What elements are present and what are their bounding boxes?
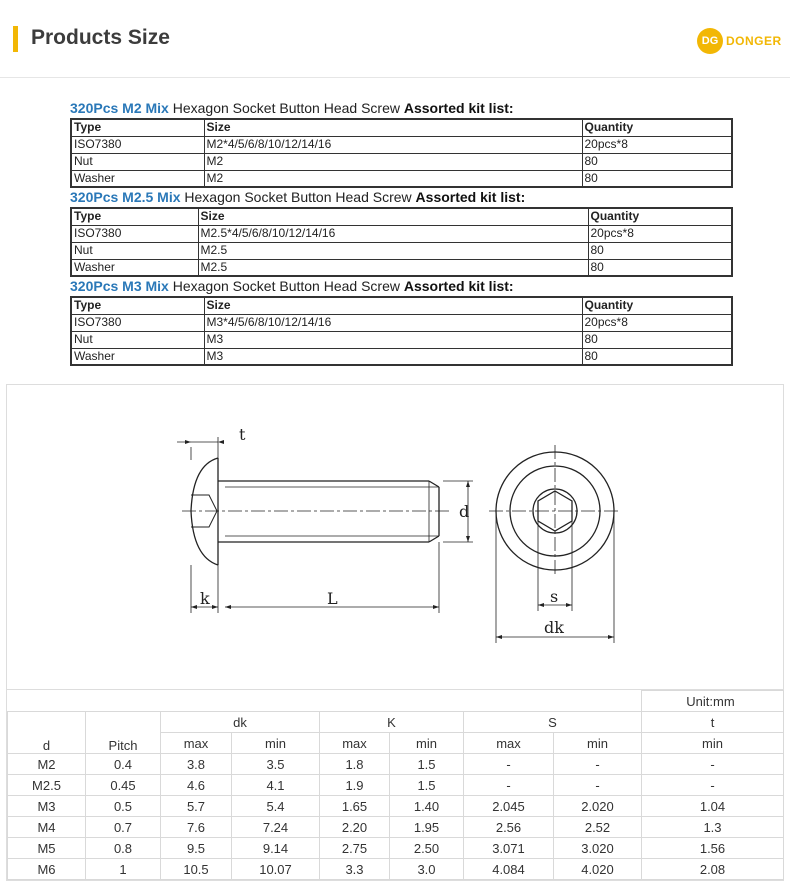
- table-row: Washer M2 80: [71, 170, 732, 187]
- kit-table: [70, 207, 733, 277]
- table-row: Washer M3 80: [71, 348, 732, 365]
- table-row: ISO7380 M3*4/5/6/8/10/12/14/16 20pcs*8: [71, 314, 732, 331]
- kit-table: [70, 296, 733, 366]
- label-L: L: [327, 589, 338, 608]
- table-header-row: Type Size Quantity: [71, 119, 732, 136]
- table-row: Nut M2 80: [71, 153, 732, 170]
- table-row: M2.5 0.45 4.6 4.1 1.9 1.5 - - -: [8, 775, 784, 796]
- group-k: K: [320, 712, 464, 733]
- label-dk: dk: [544, 618, 564, 637]
- label-t: t: [239, 425, 246, 444]
- table-row: Washer M2.5 80: [71, 259, 732, 276]
- title-accent-bar: [13, 26, 18, 52]
- table-row: Nut M2.5 80: [71, 242, 732, 259]
- table-row: M4 0.7 7.6 7.24 2.20 1.95 2.56 2.52 1.3: [8, 817, 784, 838]
- table-row: M2 0.4 3.8 3.5 1.8 1.5 - - -: [8, 754, 784, 775]
- sub-header-row: max min max min max min min: [8, 733, 784, 754]
- kit-table: [70, 118, 733, 188]
- label-s: s: [550, 587, 559, 606]
- table-row: M3 0.5 5.7 5.4 1.65 1.40 2.045 2.020 1.04: [8, 796, 784, 817]
- logo-icon: DG: [697, 28, 723, 54]
- brand-logo: [697, 28, 782, 54]
- label-k: k: [200, 589, 210, 608]
- table-header-row: Type Size Quantity: [71, 208, 732, 225]
- unit-row: [8, 691, 784, 712]
- kit-title: 320Pcs M3 Mix Hexagon Socket Button Head Screw Assorted kit list:: [70, 278, 514, 294]
- table-row: M5 0.8 9.5 9.14 2.75 2.50 3.071 3.020 1.56: [8, 838, 784, 859]
- logo-text: DONGER: [726, 34, 782, 48]
- table-row: M6 1 10.5 10.07 3.3 3.0 4.084 4.020 2.08: [8, 859, 784, 880]
- page-header: [0, 0, 790, 78]
- spec-table: [7, 690, 784, 880]
- label-d: d: [459, 502, 470, 521]
- table-header-row: Type Size Quantity: [71, 297, 732, 314]
- group-s: S: [464, 712, 642, 733]
- spec-table-box: [6, 689, 784, 881]
- group-dk: dk: [161, 712, 320, 733]
- table-row: Nut M3 80: [71, 331, 732, 348]
- table-row: ISO7380 M2*4/5/6/8/10/12/14/16 20pcs*8: [71, 136, 732, 153]
- screw-head-outline: [191, 458, 218, 565]
- kit-lists: [70, 99, 731, 366]
- table-row: ISO7380 M2.5*4/5/6/8/10/12/14/16 20pcs*8: [71, 225, 732, 242]
- col-d: d: [8, 712, 86, 754]
- screw-drawing: [7, 385, 785, 690]
- unit-label: Unit:mm: [642, 691, 784, 712]
- kit-title: 320Pcs M2.5 Mix Hexagon Socket Button Head Screw Assorted kit list:: [70, 189, 526, 205]
- col-pitch: Pitch: [86, 712, 161, 754]
- page-title: Products Size: [31, 26, 170, 49]
- screw-diagram: [6, 384, 784, 689]
- group-t: t: [642, 712, 784, 733]
- group-header-row: [8, 712, 784, 733]
- kit-title: 320Pcs M2 Mix Hexagon Socket Button Head Screw Assorted kit list:: [70, 100, 514, 116]
